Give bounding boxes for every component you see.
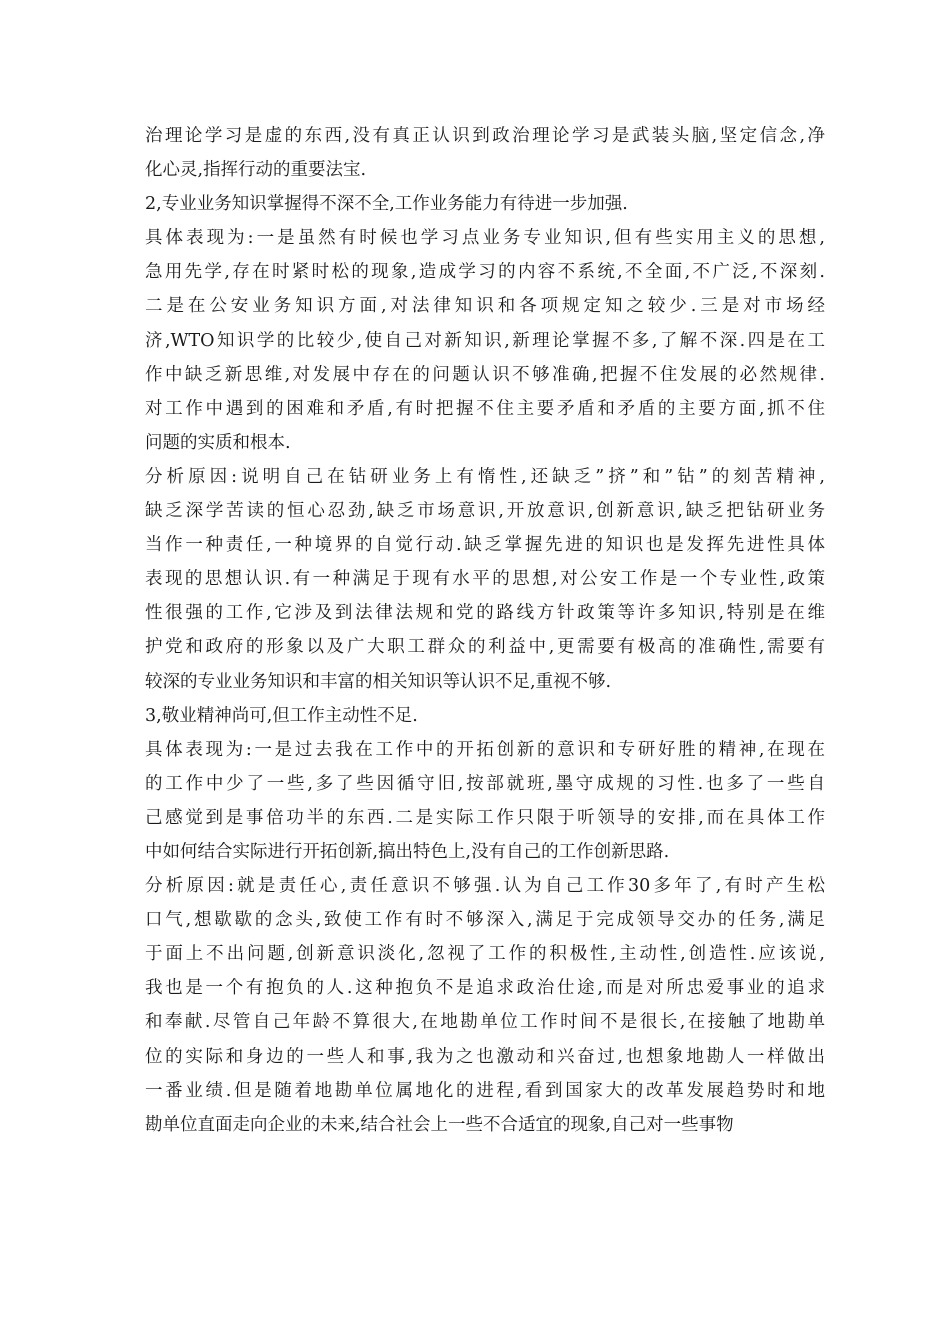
text-line: 较深的专业业务知识和丰富的相关知识等认识不足,重视不够. xyxy=(145,671,612,692)
text-line: 表现的思想认识.有一种满足于现有水平的思想,对公安工作是一个专业性,政策 xyxy=(145,569,825,590)
text-line: 性很强的工作,它涉及到法律法规和党的路线方针政策等许多知识,特别是在维 xyxy=(145,603,825,624)
text-line: 二是在公安业务知识方面,对法律知识和各项规定知之较少.三是对市场经 xyxy=(145,296,825,317)
text-line: 护党和政府的形象以及广大职工群众的利益中,更需要有极高的准确性,需要有 xyxy=(145,637,825,658)
text-line: 3,敬业精神尚可,但工作主动性不足. xyxy=(145,705,418,726)
document-body xyxy=(145,119,825,1142)
text-line: 口气,想歇歇的念头,致使工作有时不够深入,满足于完成领导交办的任务,满足 xyxy=(145,910,825,931)
text-line: 问题的实质和根本. xyxy=(145,432,291,453)
text-line: 作中缺乏新思维,对发展中存在的问题认识不够准确,把握不住发展的必然规律. xyxy=(145,364,825,385)
text-line: 具体表现为:一是虽然有时候也学习点业务专业知识,但有些实用主义的思想, xyxy=(145,228,825,249)
text-line: 中如何结合实际进行开拓创新,搞出特色上,没有自己的工作创新思路. xyxy=(145,841,670,862)
text-line: 位的实际和身边的一些人和事,我为之也激动和兴奋过,也想象地勘人一样做出 xyxy=(145,1046,825,1067)
text-line: 分析原因:说明自己在钻研业务上有惰性,还缺乏”挤”和”钻”的刻苦精神, xyxy=(145,466,825,487)
text-line: 缺乏深学苦读的恒心忍劲,缺乏市场意识,开放意识,创新意识,缺乏把钻研业务 xyxy=(145,501,825,522)
text-line: 化心灵,指挥行动的重要法宝. xyxy=(145,160,367,181)
text-line: 和奉献.尽管自己年龄不算很大,在地勘单位工作时间不是很长,在接触了地勘单 xyxy=(145,1012,825,1033)
text-line: 具体表现为:一是过去我在工作中的开拓创新的意识和专研好胜的精神,在现在 xyxy=(145,739,825,760)
text-line: 2,专业业务知识掌握得不深不全,工作业务能力有待进一步加强. xyxy=(145,194,628,215)
text-line: 一番业绩.但是随着地勘单位属地化的进程,看到国家大的改革发展趋势时和地 xyxy=(145,1080,825,1101)
text-line: 对工作中遇到的困难和矛盾,有时把握不住主要矛盾和矛盾的主要方面,抓不住 xyxy=(145,398,825,419)
text-line: 己感觉到是事倍功半的东西.二是实际工作只限于听领导的安排,而在具体工作 xyxy=(145,807,825,828)
text-line: 分析原因:就是责任心,责任意识不够强.认为自己工作30多年了,有时产生松 xyxy=(145,876,825,897)
text-line: 的工作中少了一些,多了些因循守旧,按部就班,墨守成规的习性.也多了一些自 xyxy=(145,773,825,794)
text-line: 于面上不出问题,创新意识淡化,忽视了工作的积极性,主动性,创造性.应该说, xyxy=(145,944,825,965)
text-line: 治理论学习是虚的东西,没有真正认识到政治理论学习是武装头脑,坚定信念,净 xyxy=(145,126,825,146)
text-line: 我也是一个有抱负的人.这种抱负不是追求政治仕途,而是对所忠爱事业的追求 xyxy=(145,978,825,999)
text-line: 急用先学,存在时紧时松的现象,造成学习的内容不系统,不全面,不广泛,不深刻. xyxy=(145,262,825,283)
text-line: 当作一种责任,一种境界的自觉行动.缺乏掌握先进的知识也是发挥先进性具体 xyxy=(145,535,825,556)
text-line: 济,WTO知识学的比较少,使自己对新知识,新理论掌握不多,了解不深.四是在工 xyxy=(145,330,825,351)
text-line: 勘单位直面走向企业的未来,结合社会上一些不合适宜的现象,自己对一些事物 xyxy=(145,1114,734,1135)
